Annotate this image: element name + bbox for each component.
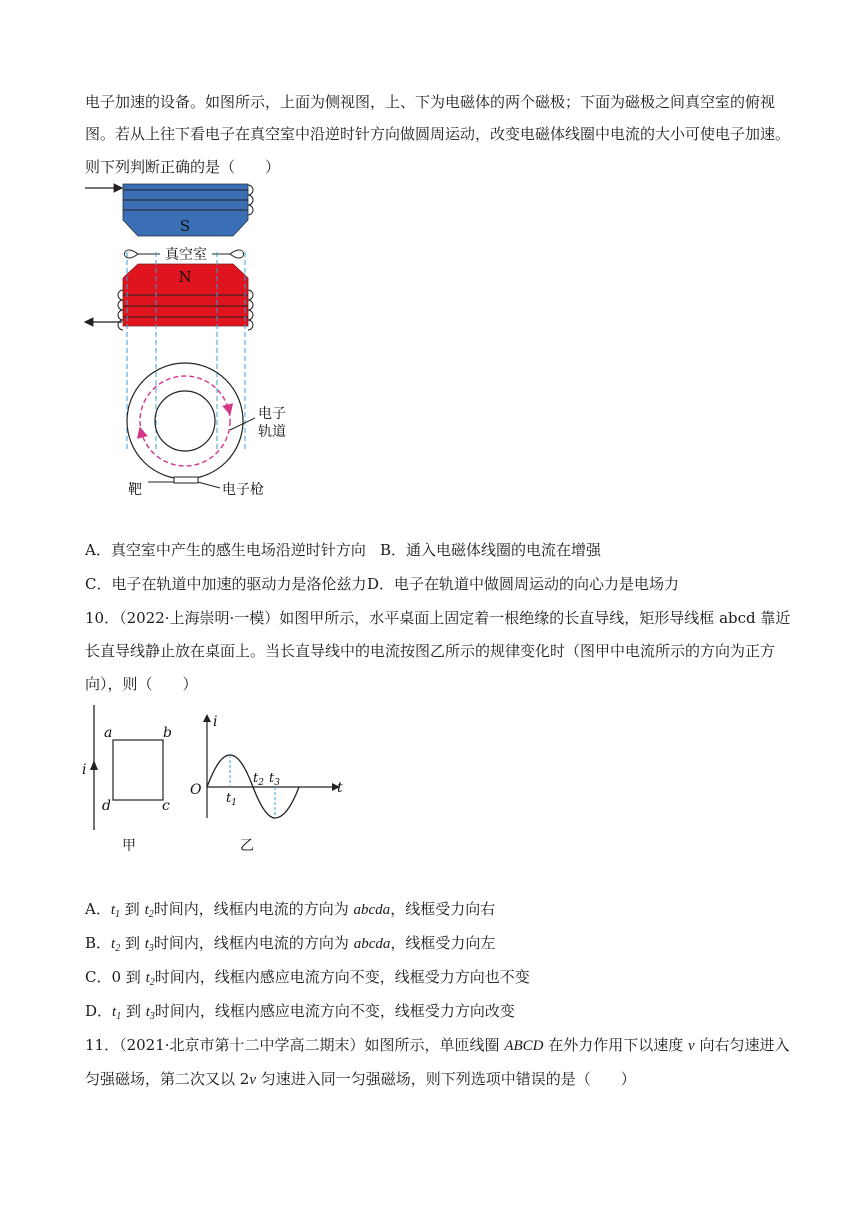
- t1-label: $t_1$: [226, 791, 237, 808]
- axis-i-arrow: [203, 714, 211, 722]
- q9-stem-line-2: 图。若从上往下看电子在真空室中沿逆时针方向做圆周运动，改变电磁体线圈中电流的大小可使电子加速。: [85, 125, 791, 143]
- inner-ring: [155, 391, 215, 451]
- corner-b: b: [163, 725, 172, 741]
- target-label: 靶: [128, 482, 142, 498]
- q10-option-a[interactable]: A．$t_1$ 到 $t_2$时间内，线框内电流的方向为 abcda，线框受力向右: [85, 900, 496, 920]
- q9-option-a[interactable]: A．真空室中产生的感生电场沿逆时针方向: [85, 541, 366, 559]
- corner-d: d: [102, 798, 111, 814]
- figure-yi: [185, 708, 350, 860]
- betatron-figure: [80, 178, 286, 503]
- q11-stem-line-2: 匀强磁场，第二次又以 2v 匀速进入同一匀强磁场，则下列选项中错误的是（ ）: [85, 1070, 636, 1088]
- vacuum-label: 真空室: [165, 247, 207, 263]
- caption-yi: 乙: [240, 838, 254, 854]
- gun-label: 电子枪: [222, 482, 264, 498]
- q10-option-c[interactable]: C．0 到 $t_2$时间内，线框内感应电流方向不变，线框受力方向也不变: [85, 968, 530, 988]
- pole-s-label: S: [179, 217, 191, 235]
- orbit-label-2: 轨道: [258, 424, 286, 440]
- orbit-arrow-left: [140, 428, 142, 436]
- current-label: i: [82, 762, 87, 778]
- q10-stem-line-3: 向），则（ ）: [85, 675, 198, 693]
- q10-option-d[interactable]: D．$t_1$ 到 $t_3$时间内，线框内感应电流方向不变，线框受力方向改变: [85, 1002, 515, 1022]
- q9-option-c[interactable]: C．电子在轨道中加速的驱动力是洛伦兹力: [85, 575, 367, 593]
- outer-ring: [127, 363, 243, 479]
- s-coil: [123, 185, 253, 215]
- pole-n-label: N: [178, 268, 192, 286]
- origin-label: O: [190, 782, 202, 798]
- corner-c: c: [162, 798, 170, 814]
- q9-option-b[interactable]: B．通入电磁体线圈的电流在增强: [380, 541, 602, 559]
- q9-stem-line-3: 则下列判断正确的是（ ）: [85, 158, 281, 176]
- t2-label: $t_2$: [253, 771, 264, 788]
- q9-stem-line-1: 电子加速的设备。如图所示，上面为侧视图，上、下为电磁体的两个磁极；下面为磁极之间真空室的俯视: [85, 93, 776, 111]
- gun-leader: [198, 482, 220, 488]
- axis-i-label: i: [213, 714, 218, 730]
- current-arrow: [90, 760, 98, 770]
- figure-jia: [78, 700, 188, 860]
- rect-loop: [113, 740, 163, 800]
- q11-stem-line-1: 11．（2021·北京市第十二中学高二期末）如图所示，单匝线圈 ABCD 在外力作用下以速度 v 向右匀速进入: [85, 1036, 790, 1054]
- axis-t-label: t: [337, 780, 343, 796]
- q10-stem-line-2: 长直导线静止放在桌面上。当长直导线中的电流按图乙所示的规律变化时（图甲中电流所示的方向为正方: [85, 642, 776, 660]
- caption-jia: 甲: [122, 838, 136, 854]
- t3-label: $t_3$: [269, 771, 280, 788]
- q10-stem-line-1: 10．（2022·上海崇明·一模）如图甲所示，水平桌面上固定着一根绝缘的长直导线，矩形导线框 abcd 靠近: [85, 609, 791, 627]
- electron-gun: [174, 477, 198, 483]
- orbit-label-1: 电子: [258, 406, 286, 422]
- orbit-arrow-right: [228, 406, 230, 414]
- corner-a: a: [104, 725, 113, 741]
- q9-option-d[interactable]: D．电子在轨道中做圆周运动的向心力是电场力: [367, 575, 680, 593]
- q10-option-b[interactable]: B．$t_2$ 到 $t_3$时间内，线框内电流的方向为 abcda，线框受力向左: [85, 934, 496, 954]
